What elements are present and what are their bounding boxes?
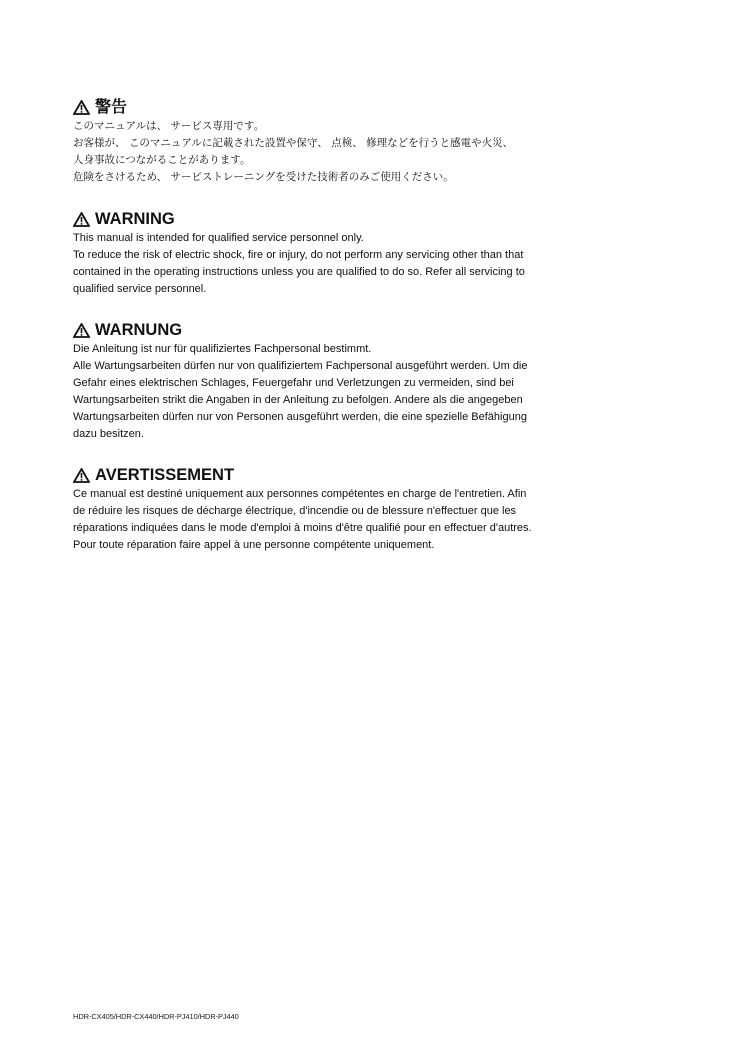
body-line: de réduire les risques de décharge électrique, d'incendie ou de blessure n'effectuer que les	[73, 505, 517, 517]
body-line: This manual is intended for qualified service personnel only.	[73, 232, 364, 244]
warning-section-en	[73, 208, 673, 298]
heading-de-text: WARNUNG	[95, 321, 183, 339]
body-line: réparations indiquées dans le mode d'emploi à moins d'être qualifié pour en effectuer d'autres.	[73, 522, 532, 534]
body-line: Wartungsarbeiten dürfen nur von Personen ausgeführt werden, die eine spezielle Befähigung	[73, 411, 527, 423]
body-line: Alle Wartungsarbeiten dürfen nur von qualifiziertem Fachpersonal ausgeführt werden. Um die	[73, 360, 528, 372]
body-ja	[73, 118, 673, 186]
body-line: qualified service personnel.	[73, 283, 207, 295]
warning-section-de	[73, 319, 673, 443]
heading-ja	[73, 96, 673, 118]
body-line: 危険をさけるため、 サービストレーニングを受けた技術者のみご使用ください。	[73, 171, 454, 183]
heading-fr-text: AVERTISSEMENT	[95, 466, 235, 484]
warning-triangle-icon	[73, 212, 90, 227]
heading-ja-text: 警告	[95, 97, 128, 116]
body-de	[73, 341, 673, 443]
body-line: To reduce the risk of electric shock, fire or injury, do not perform any servicing other than that	[73, 249, 524, 261]
warning-section-fr	[73, 464, 673, 554]
warning-triangle-icon	[73, 100, 90, 115]
warning-section-ja	[73, 96, 673, 186]
heading-de	[73, 319, 673, 341]
heading-fr	[73, 464, 673, 486]
warning-content	[73, 96, 673, 554]
body-line: Die Anleitung ist nur für qualifiziertes Fachpersonal bestimmt.	[73, 343, 372, 355]
body-en	[73, 230, 673, 298]
body-line: Gefahr eines elektrischen Schlages, Feuergefahr und Verletzungen zu vermeiden, sind bei	[73, 377, 514, 389]
warning-triangle-icon	[73, 468, 90, 483]
body-line: 人身事故につながることがあります。	[73, 154, 251, 166]
body-fr	[73, 486, 673, 554]
warning-triangle-icon	[73, 323, 90, 338]
body-line: Wartungsarbeiten strikt die Angaben in der Anleitung zu befolgen. Andere als die angegeben	[73, 394, 523, 406]
body-line: contained in the operating instructions unless you are qualified to do so. Refer all servicing to	[73, 266, 525, 278]
body-line: Ce manual est destiné uniquement aux personnes compétentes en charge de l'entretien. Afin	[73, 488, 527, 500]
body-line: dazu besitzen.	[73, 428, 144, 440]
body-line: お客様が、 このマニュアルに記載された設置や保守、 点検、 修理などを行うと感電や火災、	[73, 137, 514, 149]
body-line: Pour toute réparation faire appel à une personne compétente uniquement.	[73, 539, 435, 551]
footer-model-numbers: HDR-CX405/HDR-CX440/HDR-PJ410/HDR-PJ440	[73, 1012, 239, 1021]
heading-en	[73, 208, 673, 230]
heading-en-text: WARNING	[95, 210, 175, 228]
body-line: このマニュアルは、 サービス専用です。	[73, 120, 265, 132]
